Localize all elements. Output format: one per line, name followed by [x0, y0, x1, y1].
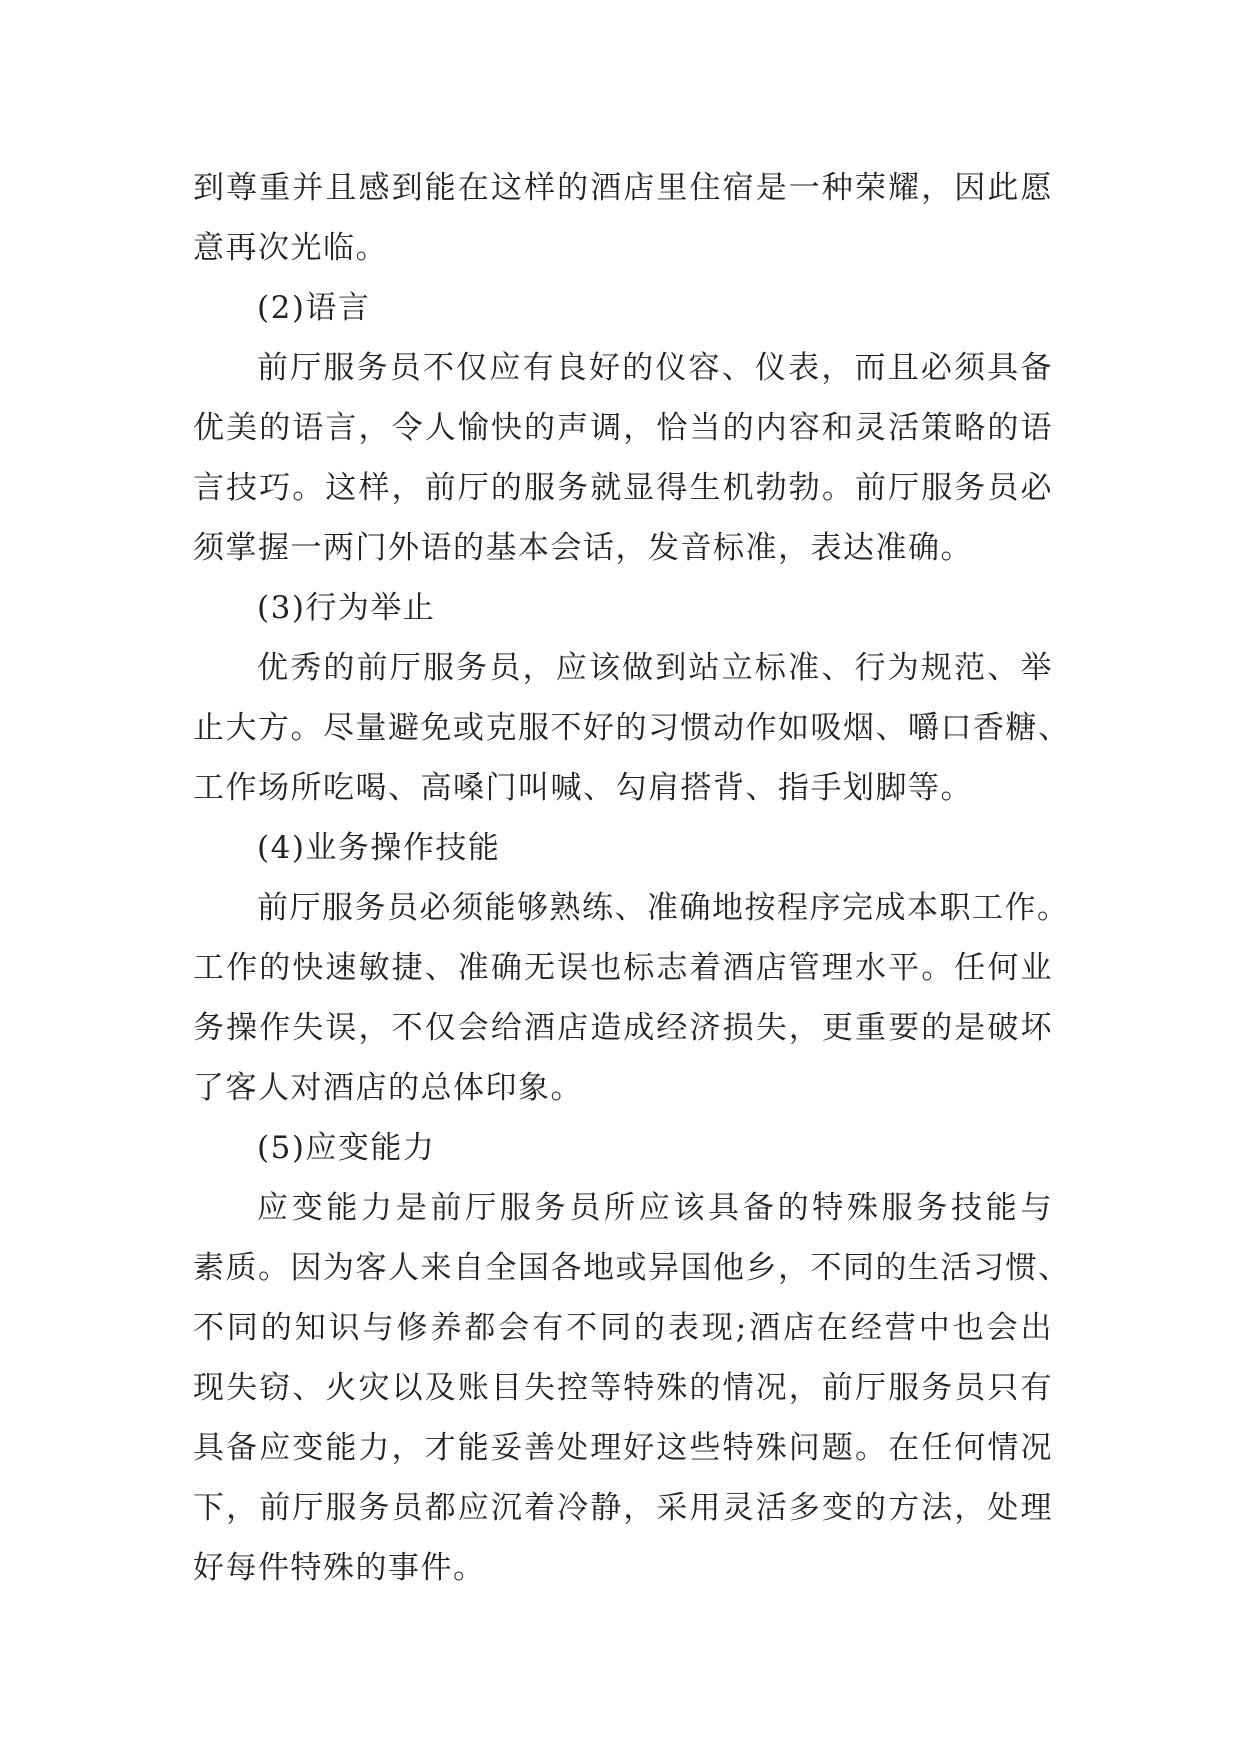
paragraph: [193, 338, 1053, 578]
section-heading: [193, 1118, 1053, 1178]
paragraph-line: 优秀的前厅服务员，应该做到站立标准、行为规范、举: [257, 650, 1053, 686]
paragraph-line: 现失窃、火灾以及账目失控等特殊的情况，前厅服务员只有: [193, 1370, 1053, 1406]
heading-text: (3)行为举止: [257, 590, 436, 626]
paragraph-line: 前厅服务员不仅应有良好的仪容、仪表，而且必须具备: [257, 350, 1053, 386]
paragraph-line: 应变能力是前厅服务员所应该具备的特殊服务技能与: [257, 1190, 1053, 1226]
paragraph-line: 到尊重并且感到能在这样的酒店里住宿是一种荣耀，因此愿: [193, 170, 1053, 206]
paragraph-line: 止大方。尽量避免或克服不好的习惯动作如吸烟、嚼口香糖、: [193, 710, 1071, 746]
paragraph-line: 言技巧。这样，前厅的服务就显得生机勃勃。前厅服务员必: [193, 470, 1053, 506]
section-heading: [193, 578, 1053, 638]
paragraph-line: 不同的知识与修养都会有不同的表现;酒店在经营中也会出: [193, 1310, 1053, 1346]
heading-text: (2)语言: [257, 290, 371, 326]
paragraph-line: 工作的快速敏捷、准确无误也标志着酒店管理水平。任何业: [193, 950, 1053, 986]
paragraph-line: 下，前厅服务员都应沉着冷静，采用灵活多变的方法，处理: [193, 1490, 1053, 1526]
document-body: [193, 158, 1071, 1598]
paragraph: [193, 1178, 1071, 1598]
heading-text: (4)业务操作技能: [257, 830, 501, 866]
paragraph: [193, 158, 1053, 278]
paragraph-line: 务操作失误，不仅会给酒店造成经济损失，更重要的是破坏: [193, 1010, 1053, 1046]
section-heading: [193, 278, 1053, 338]
paragraph-line: 意再次光临。: [193, 230, 388, 266]
paragraph-line: 好每件特殊的事件。: [193, 1550, 486, 1586]
paragraph-line: 须掌握一两门外语的基本会话，发音标准，表达准确。: [193, 530, 973, 566]
paragraph-line: 素质。因为客人来自全国各地或异国他乡，不同的生活习惯、: [193, 1250, 1071, 1286]
paragraph-line: 具备应变能力，才能妥善处理好这些特殊问题。在任何情况: [193, 1430, 1053, 1466]
paragraph: [193, 638, 1071, 818]
paragraph: [193, 878, 1070, 1118]
paragraph-line: 前厅服务员必须能够熟练、准确地按程序完成本职工作。: [257, 890, 1070, 926]
heading-text: (5)应变能力: [257, 1130, 436, 1166]
section-heading: [193, 818, 1053, 878]
paragraph-line: 优美的语言，令人愉快的声调，恰当的内容和灵活策略的语: [193, 410, 1053, 446]
paragraph-line: 工作场所吃喝、高嗓门叫喊、勾肩搭背、指手划脚等。: [193, 770, 973, 806]
paragraph-line: 了客人对酒店的总体印象。: [193, 1070, 583, 1106]
